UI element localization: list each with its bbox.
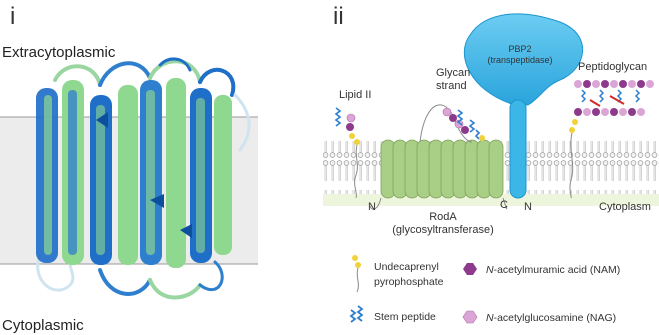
panel-i [0, 3, 258, 334]
protein-helices [36, 78, 232, 268]
legend-stem-peptide [351, 306, 436, 323]
peptidoglycan-label: Peptidoglycan [578, 61, 648, 73]
nam-hexagon-icon [463, 263, 477, 275]
pbp2-label: PBP2 [508, 44, 532, 54]
legend-undecaprenyl-line2: pyrophosphate [374, 276, 444, 288]
n-terminus-right: N [524, 201, 532, 213]
roda-helices [370, 105, 507, 209]
legend-nag [463, 311, 616, 324]
pbp2-sublabel: (transpeptidase) [487, 55, 553, 65]
nag-hexagon-icon [463, 311, 477, 323]
lipid-ii-label: Lipid II [339, 89, 372, 101]
glycan-label-line2: strand [436, 80, 467, 92]
panel-i-label: i [10, 3, 16, 30]
legend-undecaprenyl [352, 255, 444, 292]
legend-stem-peptide-label: Stem peptide [374, 311, 436, 323]
legend-nag-label: N-acetylglucosamine (NAG) [486, 312, 617, 324]
legend-nam-label: N-acetylmuramic acid (NAM) [486, 264, 621, 276]
legend-undecaprenyl-line1: Undecaprenyl [374, 261, 439, 273]
cytoplasmic-label: Cytoplasmic [2, 317, 84, 334]
panel-ii-label: ii [333, 3, 344, 30]
cytoplasm-label: Cytoplasm [599, 201, 651, 213]
roda-label: RodA [429, 211, 457, 223]
extracytoplasmic-label: Extracytoplasmic [2, 44, 116, 61]
c-terminus: C [500, 199, 508, 211]
glycan-strand-chain [443, 108, 485, 141]
panel-ii [323, 3, 659, 324]
legend-nam [463, 263, 620, 276]
glycan-label-line1: Glycan [436, 67, 471, 79]
n-terminus-left: N [368, 201, 376, 213]
legend [351, 255, 620, 324]
roda-sublabel: (glycosyltransferase) [392, 224, 494, 236]
